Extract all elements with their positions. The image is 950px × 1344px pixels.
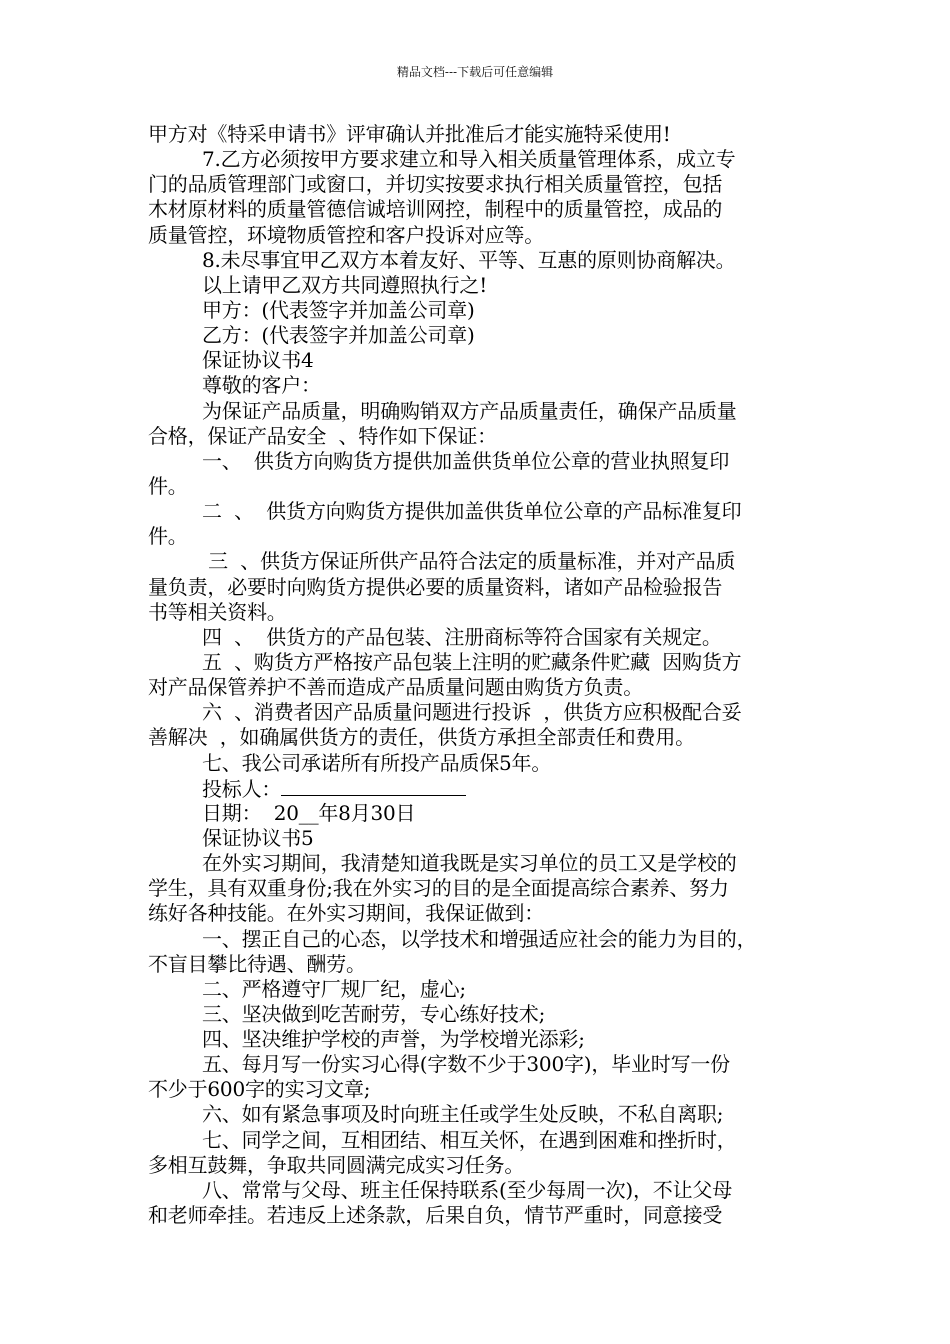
text-line: 二、严格遵守厂规厂纪，虚心; [202,976,466,1001]
text-line: 六 、消费者因产品质量问题进行投诉 ，供货方应积极配合妥 [202,700,742,725]
text-line: 练好各种技能。在外实习期间，我保证做到： [148,901,544,926]
text-line: 乙方：(代表签字并加盖公司章) [202,323,475,348]
text-line: 四 、 供货方的产品包装、注册商标等符合国家有关规定。 [202,624,722,649]
text-line: 质量管控，环境物质管控和客户投诉对应等。 [148,222,544,247]
text-line: 一、摆正自己的心态，以学技术和增强适应社会的能力为目的， [202,926,757,951]
text-line: 不少于600字的实习文章; [148,1077,371,1102]
text-line: 门的品质管理部门或窗口，并切实按要求执行相关质量管控，包括 [148,172,723,197]
text-line: 甲方：(代表签字并加盖公司章) [202,297,475,322]
text-line: 以上请甲乙双方共同遵照执行之! [202,272,488,297]
text-line: 对产品保管养护不善而造成产品质量问题由购货方负责。 [148,675,643,700]
text-line: 合格，保证产品安全 、特作如下保证： [148,423,497,448]
text-line: 八、常常与父母、班主任保持联系(至少每周一次)，不让父母 [202,1177,733,1202]
document-body [148,122,816,1228]
text-line: 二 、 供货方向购货方提供加盖供货单位公章的产品标准复印 [202,499,742,524]
text-line: 书等相关资料。 [148,599,287,624]
text-line: 为保证产品质量，明确购销双方产品质量责任，确保产品质量 [202,398,737,423]
text-line: 五 、购货方严格按产品包装上注明的贮藏条件贮藏 因购货方 [202,649,742,674]
text-line: 三、坚决做到吃苦耐劳，专心练好技术; [202,1001,546,1026]
text-line: 件。 [148,473,188,498]
text-line: 尊敬的客户： [202,373,321,398]
text-line: 不盲目攀比待遇、酬劳。 [148,951,366,976]
text-line: 在外实习期间，我清楚知道我既是实习单位的员工又是学校的 [202,851,737,876]
text-line: 甲方对《特采申请书》评审确认并批准后才能实施特采使用! [148,122,671,146]
text-line: 量负责，必要时向购货方提供必要的质量资料，诸如产品检验报告 [148,574,723,599]
text-line: 7.乙方必须按甲方要求建立和导入相关质量管理体系，成立专 [202,147,736,172]
text-line: 一、 供货方向购货方提供加盖供货单位公章的营业执照复印 [202,448,730,473]
text-line: 多相互鼓舞，争取共同圆满完成实习任务。 [148,1152,525,1177]
text-line: 三 、供货方保证所供产品符合法定的质量标准，并对产品质 [202,549,736,574]
text-line: 善解决 ，如确属供货方的责任，供货方承担全部责任和费用。 [148,725,695,750]
text-line: 学生，具有双重身份;我在外实习的目的是全面提高综合素养、努力 [148,876,729,901]
page-header: 精品文档---下载后可任意编辑 [396,65,554,79]
bidder-line [148,776,816,801]
text-line: 件。 [148,524,188,549]
text-line: 和老师牵挂。若违反上述条款，后果自负，情节严重时，同意接受 [148,1203,723,1228]
text-line: 七、同学之间，互相团结、相互关怀，在遇到困难和挫折时， [202,1127,737,1152]
text-line: 木材原材料的质量管德信诚培训网控，制程中的质量管控，成品的 [148,197,723,222]
text-line: 8.未尽事宜甲乙双方本着友好、平等、互惠的原则协商解决。 [202,247,736,272]
text-line: 五、每月写一份实习心得(字数不少于300字)，毕业时写一份 [202,1052,730,1077]
text-line: 七、我公司承诺所有所投产品质保5年。 [202,750,552,775]
date-line: 日期： 20__年8月30日 [202,800,416,825]
text-line: 四、坚决维护学校的声誉，为学校增光添彩; [202,1027,585,1052]
section-title: 保证协议书5 [202,825,314,850]
bidder-label: 投标人： [202,776,282,801]
text-line: 六、如有紧急事项及时向班主任或学生处反映，不私自离职; [202,1102,724,1127]
signature-blank [281,776,466,796]
section-title: 保证协议书4 [202,348,314,373]
